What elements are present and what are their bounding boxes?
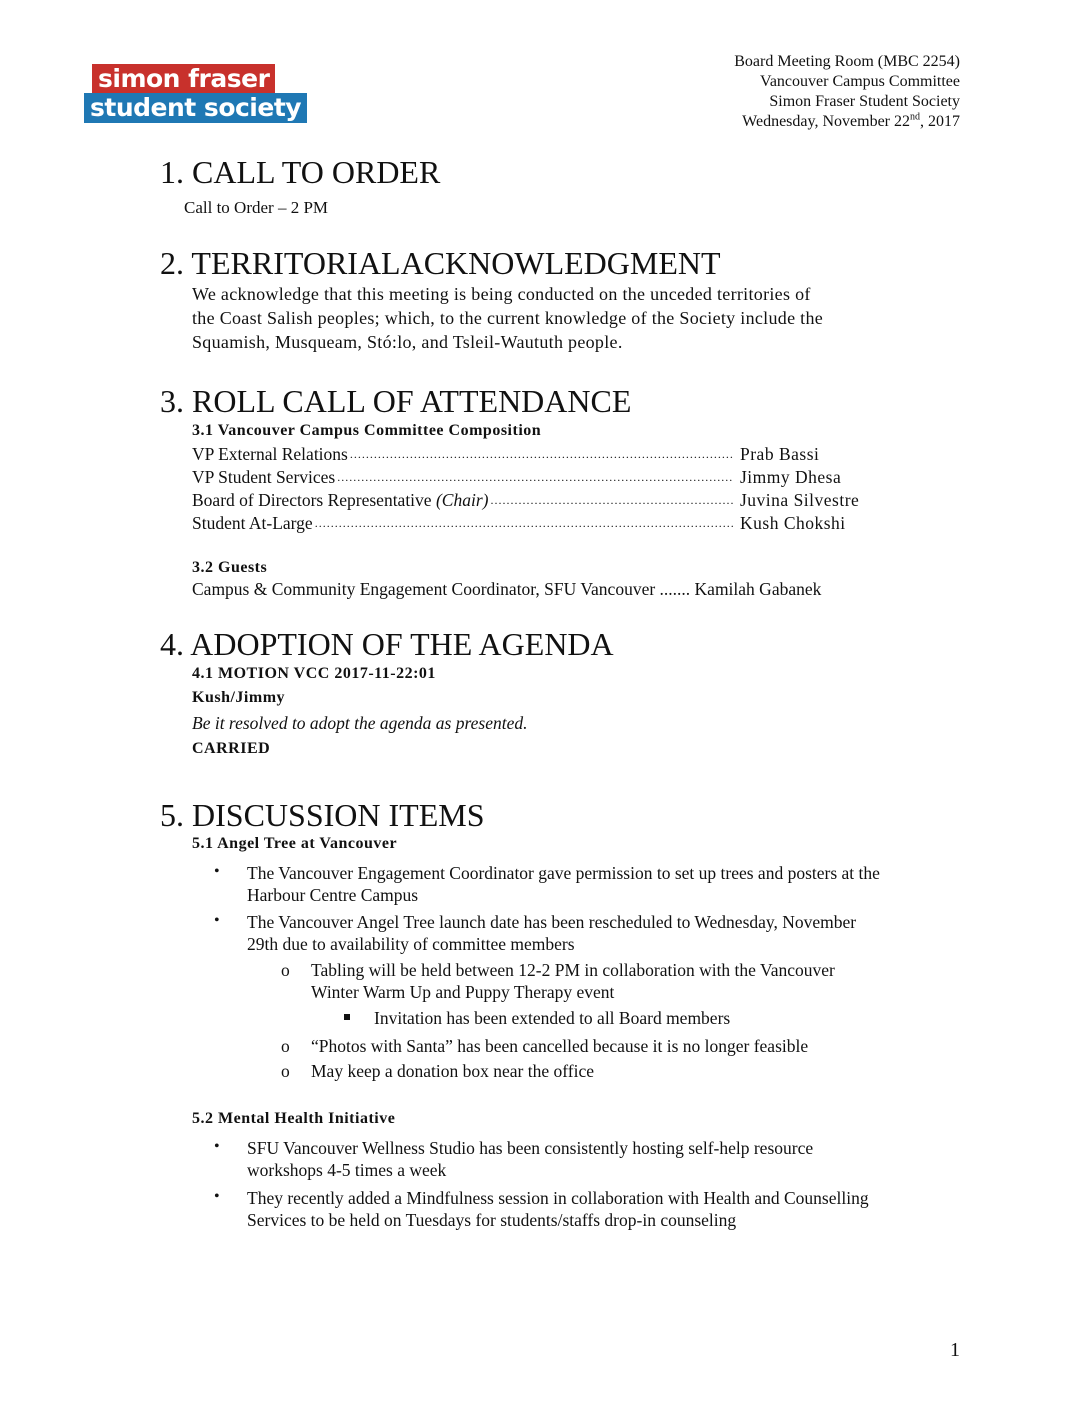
attendance-name: Prab Bassi — [740, 444, 820, 464]
acknowledgment-line-1: We acknowledge that this meeting is being conducted on the unceded territories of — [192, 284, 811, 304]
leader-dots — [490, 487, 734, 512]
subsection-3-1-title: 3.1 Vancouver Campus Committee Composition — [192, 422, 542, 439]
call-to-order-text: Call to Order – 2 PM — [184, 198, 329, 217]
attendance-role: VP External Relations — [192, 444, 348, 464]
section-5-title: 5. DISCUSSION ITEMS — [160, 797, 485, 833]
attendance-role: VP Student Services — [192, 467, 336, 487]
bullet-icon: • — [214, 1188, 220, 1205]
bullet-icon: • — [214, 863, 220, 880]
attendance-row — [192, 441, 920, 466]
header-society: Simon Fraser Student Society — [769, 93, 960, 110]
bullet-icon: • — [214, 912, 220, 929]
attendance-role: Student At-Large — [192, 513, 313, 533]
section-1-title: 1. CALL TO ORDER — [160, 154, 441, 190]
attendance-role: Board of Directors Representative (Chair) — [192, 490, 489, 510]
header-room: Board Meeting Room (MBC 2254) — [734, 53, 960, 70]
section-4-title: 4. ADOPTION OF THE AGENDA — [160, 626, 614, 662]
list-item: SFU Vancouver Wellness Studio has been consistently hosting self-help resource workshops 4-5 times a week — [247, 1138, 814, 1180]
motion-movers: Kush/Jimmy — [192, 689, 286, 706]
header-committee: Vancouver Campus Committee — [760, 73, 960, 90]
attendance-row — [192, 510, 920, 535]
list-item: The Vancouver Engagement Coordinator gave permission to set up trees and posters at the Harbour Centre Campus — [247, 863, 880, 905]
acknowledgment-line-2: the Coast Salish peoples; which, to the current knowledge of the Society include the — [192, 308, 824, 328]
attendance-name: Kush Chokshi — [740, 513, 846, 533]
logo-line-2: student society — [84, 93, 307, 123]
chair-note: (Chair) — [435, 490, 489, 510]
leader-dots — [350, 441, 734, 466]
section-3-title: 3. ROLL CALL OF ATTENDANCE — [160, 383, 632, 419]
attendance-row — [192, 464, 920, 489]
page-number: 1 — [950, 1339, 960, 1361]
motion-title: 4.1 MOTION VCC 2017-11-22:01 — [192, 665, 436, 682]
attendance-row — [192, 487, 920, 512]
subsection-3-2-title: 3.2 Guests — [192, 559, 268, 576]
circle-bullet-icon: o — [281, 1061, 290, 1081]
leader-dots — [337, 464, 734, 489]
motion-resolution: Be it resolved to adopt the agenda as presented. — [192, 713, 528, 733]
acknowledgment-line-3: Squamish, Musqueam, Stó:lo, and Tsleil-Waututh people. — [192, 332, 623, 352]
bullet-icon: • — [214, 1138, 220, 1155]
leader-dots — [315, 510, 734, 535]
list-item: Tabling will be held between 12-2 PM in collaboration with the Vancouver Winter Warm Up and Puppy Therapy event — [311, 960, 835, 1002]
square-bullet-icon — [344, 1014, 350, 1020]
header-date: Wednesday, November 22nd, 2017 — [742, 111, 960, 130]
list-item: They recently added a Mindfulness session in collaboration with Health and Counselling Services to be held on Tuesdays for students/staffs drop-in counseling — [247, 1188, 869, 1230]
list-item: Invitation has been extended to all Board members — [374, 1008, 731, 1028]
guest-line: Campus & Community Engagement Coordinator, SFU Vancouver ....... Kamilah Gabanek — [192, 579, 822, 599]
list-item: “Photos with Santa” has been cancelled because it is no longer feasible — [311, 1036, 809, 1056]
section-2-title: 2. TERRITORIALACKNOWLEDGMENT — [160, 245, 721, 281]
attendance-name: Jimmy Dhesa — [740, 467, 842, 487]
subsection-5-1-title: 5.1 Angel Tree at Vancouver — [192, 835, 398, 852]
circle-bullet-icon: o — [281, 960, 290, 980]
circle-bullet-icon: o — [281, 1036, 290, 1056]
motion-result: CARRIED — [192, 740, 271, 757]
list-item: The Vancouver Angel Tree launch date has been rescheduled to Wednesday, November 29th due to availability of committee members — [247, 912, 857, 954]
subsection-5-2-title: 5.2 Mental Health Initiative — [192, 1110, 396, 1127]
attendance-name: Juvina Silvestre — [740, 490, 860, 510]
logo-line-1: simon fraser — [92, 64, 275, 94]
list-item: May keep a donation box near the office — [311, 1061, 594, 1081]
